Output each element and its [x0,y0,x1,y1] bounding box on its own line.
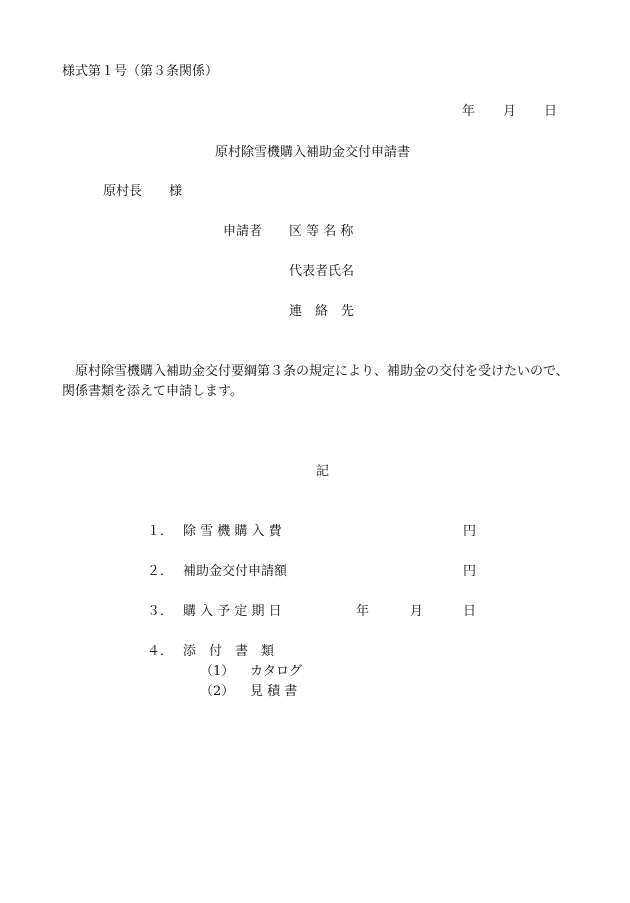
attachment-number: （2） [200,684,235,699]
item-year: 年 [356,604,370,619]
addressee-honorific: 様 [169,184,183,199]
item-day: 日 [463,604,477,619]
document-title: 原村除雪機購入補助金交付申請書 [215,145,411,160]
date-day: 日 [544,104,558,119]
item-number: １． [147,524,174,539]
item-unit: 円 [463,564,477,579]
attachment-label: 見 積 書 [250,684,298,699]
contact-label: 連 絡 先 [289,304,355,319]
item-number: ２． [147,564,174,579]
representative-label: 代表者氏名 [289,264,355,279]
item-label: 購 入 予 定 期 日 [183,604,282,619]
item-number: ３． [147,604,174,619]
item-unit: 円 [463,524,477,539]
form-number: 様式第１号（第３条関係） [62,64,219,79]
attachment-label: カタログ [250,664,303,679]
item-label: 除 雪 機 購 入 費 [183,524,282,539]
item-number: ４． [147,644,174,659]
body-line-1: 原村除雪機購入補助金交付要綱第３条の規定により、補助金の交付を受けたいので、 [62,364,569,379]
org-name-label: 区 等 名 称 [289,224,354,239]
ki-heading: 記 [316,464,330,479]
item-label: 添 付 書 類 [183,644,275,659]
applicant-label: 申請者 [223,224,263,239]
body-line-2: 関係書類を添えて申請します。 [62,384,243,399]
date-month: 月 [503,104,517,119]
date-year: 年 [462,104,476,119]
attachment-number: （1） [200,664,235,679]
item-label: 補助金交付申請額 [183,564,288,579]
addressee-name: 原村長 [103,184,143,199]
item-month: 月 [410,604,424,619]
